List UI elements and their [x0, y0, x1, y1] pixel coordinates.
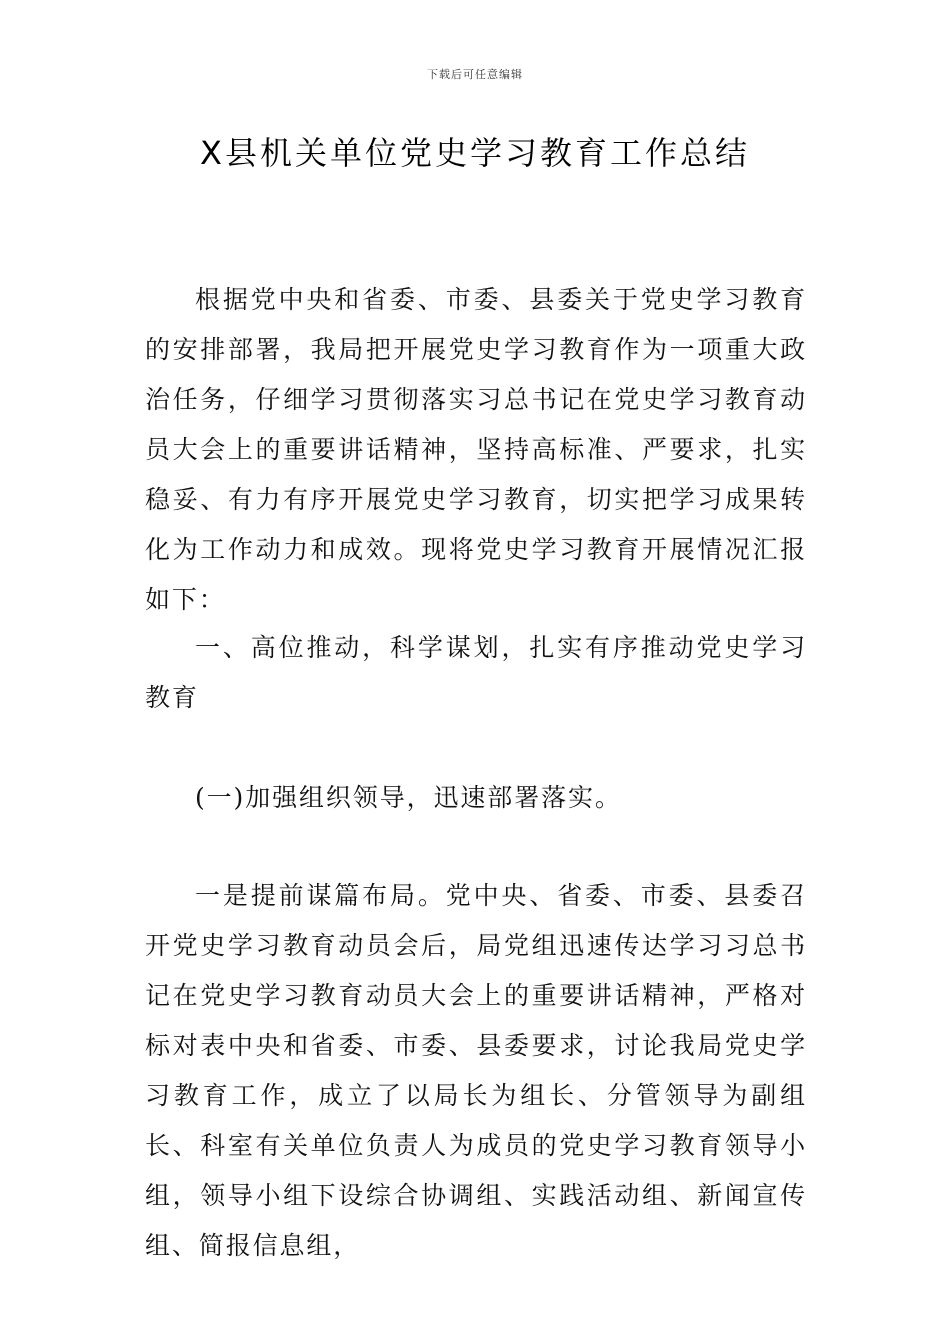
intro-paragraph: 根据党中央和省委、市委、县委关于党史学习教育的安排部署，我局把开展党史学习教育作为一项重大政治任务，仔细学习贯彻落实习总书记在党史学习教育动员大会上的重要讲话精神，坚持高标准、严要求，扎实稳妥、有力有序开展党史学习教育，切实把学习成果转化为工作动力和成效。现将党史学习教育开展情况汇报如下：: [145, 285, 807, 614]
subsection-heading-1: (一)加强组织领导，迅速部署落实。: [195, 783, 622, 812]
document-title: X县机关单位党史学习教育工作总结: [200, 134, 750, 172]
section-heading-1: 一、高位推动，科学谋划，扎实有序推动党史学习教育: [145, 633, 807, 712]
header-note: 下载后可任意编辑: [427, 68, 523, 81]
section-paragraph-1: 一是提前谋篇布局。党中央、省委、市委、县委召开党史学习教育动员会后，局党组迅速传达学习习总书记在党史学习教育动员大会上的重要讲话精神，严格对标对表中央和省委、市委、县委要求，讨论我局党史学习教育工作，成立了以局长为组长、分管领导为副组长、科室有关单位负责人为成员的党史学习教育领导小组，领导小组下设综合协调组、实践活动组、新闻宣传组、简报信息组，: [145, 881, 807, 1260]
